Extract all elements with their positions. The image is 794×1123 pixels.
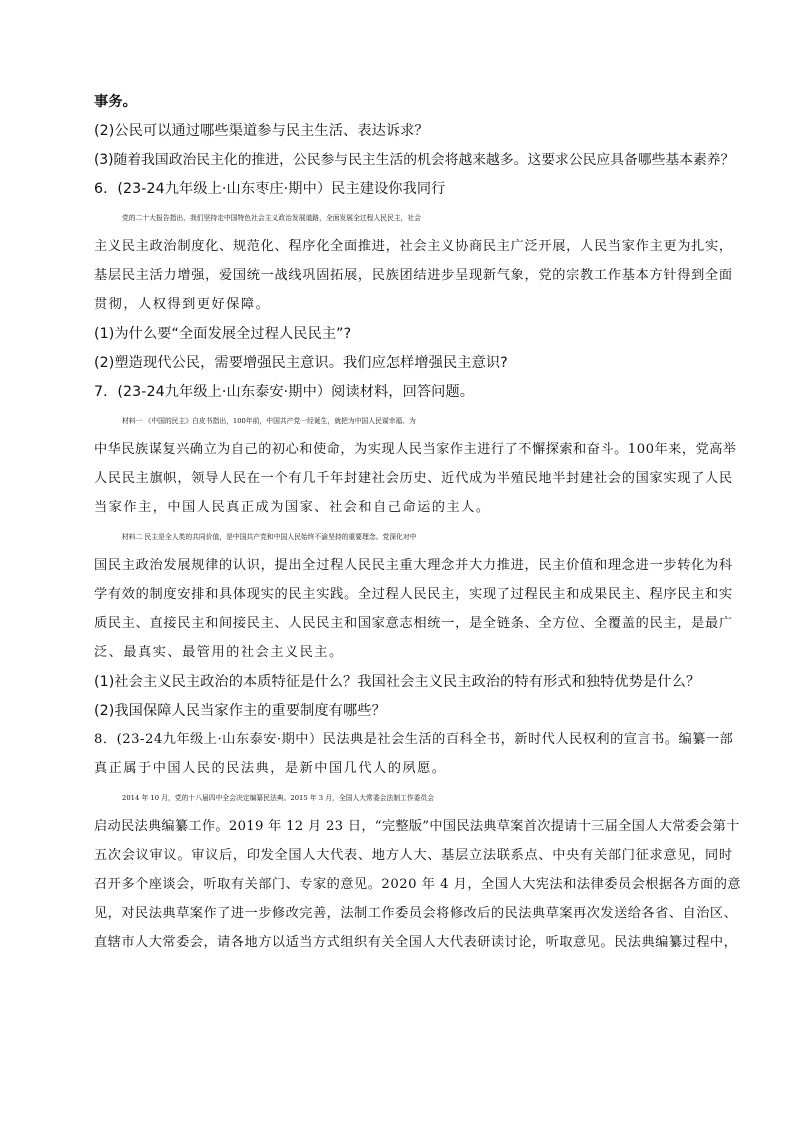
material-line: 材料二 民主是全人类的共同价值，是中国共产党和中国人民始终不渝坚持的重要理念。党深化对中 [122,533,417,541]
material-line: 泛、最真实、最管用的社会主义民主。 [94,645,344,660]
question-7-2: (2)我国保障人民当家作主的重要制度有哪些？ [94,703,386,719]
question-8-heading: 8．(23-24九年级上·山东泰安·期中）民法典是社会生活的百科全书，新时代人民权利的宣言书。编纂一部 [94,732,734,747]
text-line-1: 事务。 [94,94,137,110]
material-line: 国民主政治发展规律的认识，提出全过程人民民主重大理念并大力推进，民主价值和理念进一步转化为科 [94,558,733,573]
material-line: 见，对民法典草案作了进一步修改完善，法制工作委员会将修改后的民法典草案再次发送给各省、自治区、 [94,906,738,921]
material-line: 党的二十大报告指出，我们坚持走中国特色社会主义政治发展道路，全面发展全过程人民民主，社会 [122,214,422,222]
question-6-2: (2)塑造现代公民，需要增强民主意识。我们应怎样增强民主意识? [94,355,508,371]
question-6-1: (1)为什么要“全面发展全过程人民民主”? [94,326,352,342]
material-line: 基层民主活力增强，爱国统一战线巩固拓展，民族团结进步呈现新气象，党的宗教工作基本方针得到全面 [94,268,733,283]
material-line: 人民民主旗帜，领导人民在一个有几千年封建社会历史、近代成为半殖民地半封建社会的国家实现了人民 [94,471,733,486]
material-line: 2014 年 10 月，党的十八届四中全会决定编纂民法典。2015 年 3 月，全国人大常委会法制工作委员会 [122,794,435,802]
question-7-heading: 7．(23-24九年级上·山东泰安·期中）阅读材料，回答问题。 [94,384,475,400]
material-line: 主义民主政治制度化、规范化、程序化全面推进，社会主义协商民主广泛开展，人民当家作主更为扎实， [94,239,733,254]
material-line: 材料一 《中国的民主》白皮书指出，100年前，中国共产党一经诞生，就把为中国人民谋幸福、为 [122,417,416,425]
material-line: 贯彻，人权得到更好保障。 [94,297,271,312]
material-line: 直辖市人大常委会，请各地方以适当方式组织有关全国人大代表研读讨论，听取意见。民法典编纂过程中， [94,935,738,950]
material-line: 学有效的制度安排和具体现实的民主实践。全过程人民民主，实现了过程民主和成果民主、程序民主和实 [94,587,733,602]
question-3-3: (3)随着我国政治民主化的推进，公民参与民主生活的机会将越来越多。这要求公民应具备哪些基本素养？ [94,152,735,168]
question-6-heading: 6．(23-24九年级上·山东枣庄·期中）民主建设你我同行 [94,181,446,197]
material-line: 真正属于中国人民的民法典，是新中国几代人的夙愿。 [94,761,447,776]
material-line: 召开多个座谈会，听取有关部门、专家的意见。2020 年 4 月，全国人大宪法和法律委员会根据各方面的意 [94,877,742,892]
material-line: 中华民族谋复兴确立为自己的初心和使命，为实现人民当家作主进行了不懈探索和奋斗。100年来，党高举 [94,442,737,457]
material-line: 质民主、直接民主和间接民主、人民民主和国家意志相统一，是全链条、全方位、全覆盖的民主，是最广 [94,616,733,631]
document-page [94,92,740,962]
question-3-2: (2)公民可以通过哪些渠道参与民主生活、表达诉求？ [94,123,429,139]
material-line: 当家作主，中国人民真正成为国家、社会和自己命运的主人。 [94,500,491,515]
material-line: 五次会议审议。审议后，印发全国人大代表、地方人大、基层立法联系点、中央有关部门征求意见，同时 [94,848,733,863]
material-line: 启动民法典编纂工作。2019 年 12 月 23 日，“完整版”中国民法典草案首次提请十三届全国人大常委会第十 [94,819,740,834]
question-7-1: (1)社会主义民主政治的本质特征是什么？我国社会主义民主政治的特有形式和独特优势是什么？ [94,674,701,690]
